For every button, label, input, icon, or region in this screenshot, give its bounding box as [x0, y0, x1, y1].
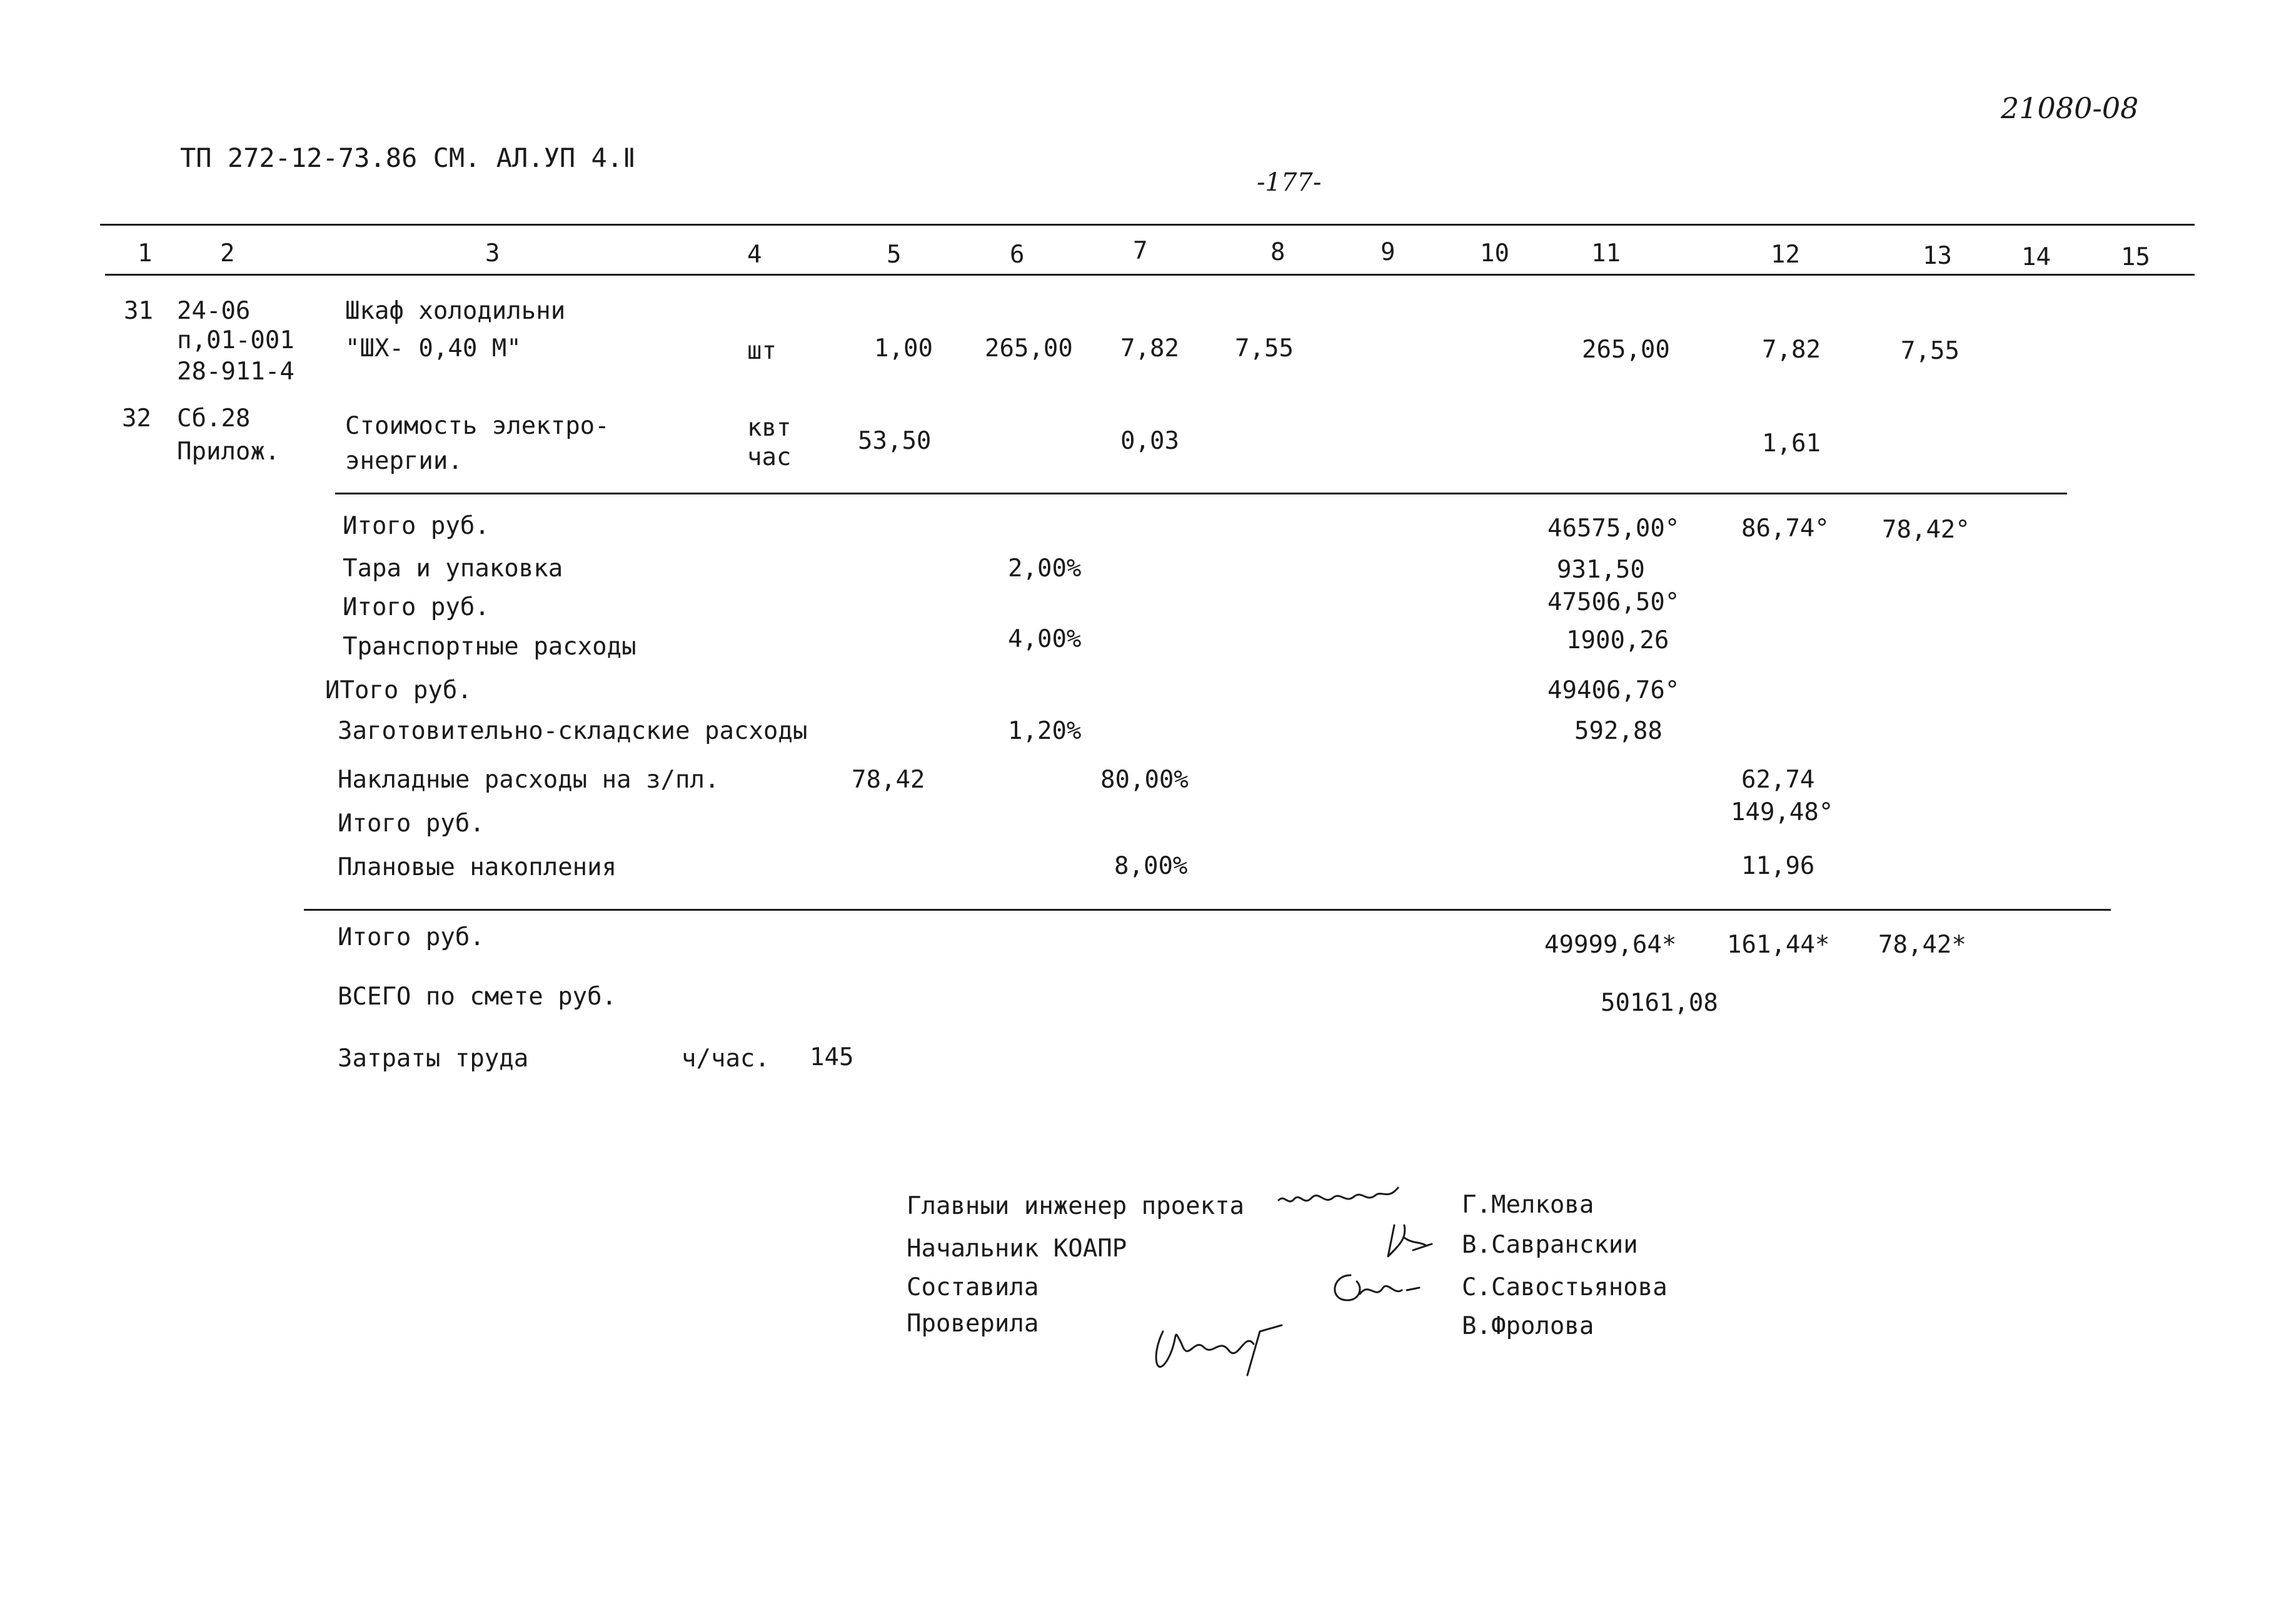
row-number: 32 [122, 404, 151, 433]
col-header-6: 6 [1010, 241, 1025, 269]
col-header-11: 11 [1591, 239, 1621, 268]
totals-col11: 49999,64* [1544, 931, 1677, 959]
handwritten-signature [1275, 1181, 1413, 1219]
totals-col13: 78,42* [1878, 931, 1966, 959]
col-header-8: 8 [1270, 238, 1285, 266]
col-header-9: 9 [1381, 238, 1396, 266]
handwritten-signature [1376, 1219, 1451, 1269]
summary-col11: 931,50 [1557, 556, 1645, 584]
summary-label: Тара и упаковка [343, 554, 563, 583]
totals-label: Итого руб. [338, 923, 485, 951]
row-unit: квт [747, 414, 792, 442]
summary-col6: 2,00% [1008, 554, 1082, 583]
col-header-1: 1 [138, 239, 153, 268]
labor-value: 145 [810, 1043, 854, 1071]
row-name: энергии. [345, 447, 463, 475]
summary-col11: 1900,26 [1566, 626, 1669, 654]
cell-col6: 265,00 [985, 334, 1073, 363]
cell-col8: 7,55 [1235, 334, 1294, 363]
total-rule [304, 909, 2111, 911]
cell-col11: 265,00 [1582, 336, 1670, 364]
row-unit: шт [747, 337, 777, 365]
col-header-7: 7 [1133, 237, 1148, 265]
handwritten-signature [1144, 1313, 1288, 1400]
col-header-10: 10 [1480, 239, 1509, 268]
signature-role: Главныи инженер проекта [907, 1192, 1245, 1220]
header-bottom-rule [105, 274, 2195, 276]
signature-name: В.Савранскии [1462, 1231, 1638, 1259]
col-header-14: 14 [2021, 243, 2051, 271]
row-name: Стоимость электро- [345, 412, 610, 440]
cell-col12: 1,61 [1762, 429, 1821, 458]
cell-col7: 0,03 [1120, 427, 1179, 455]
row-name: "ШХ- 0,40 М" [345, 334, 521, 363]
row-number: 31 [124, 297, 153, 325]
cell-col13: 7,55 [1901, 337, 1959, 365]
document-number: 21080-08 [2001, 91, 2139, 125]
col-header-2: 2 [220, 239, 235, 268]
row-code: 24-06 [177, 297, 251, 325]
summary-col12: 149,48° [1731, 798, 1834, 826]
summary-col11: 47506,50° [1547, 588, 1680, 616]
totals-col12: 161,44* [1727, 931, 1830, 959]
summary-label: Накладные расходы на з/пл. [338, 766, 720, 794]
row-code: Сб.28 [177, 404, 251, 433]
summary-label: Итого руб. [343, 512, 490, 540]
cell-col7: 7,82 [1120, 334, 1179, 363]
summary-col6: 4,00% [1008, 625, 1082, 653]
cell-col5: 1,00 [874, 334, 933, 363]
signature-name: С.Савостьянова [1462, 1273, 1668, 1301]
col-header-3: 3 [485, 239, 500, 268]
header-top-rule [100, 224, 2195, 226]
row-name: Шкаф холодильни [345, 297, 566, 325]
col-header-4: 4 [747, 241, 762, 269]
summary-label: Итого руб. [343, 593, 490, 621]
col-header-12: 12 [1771, 241, 1800, 269]
signature-name: В.Фролова [1462, 1312, 1594, 1340]
summary-col5: 78,42 [852, 766, 925, 794]
labor-label: Затраты труда [338, 1045, 529, 1073]
signature-name: Г.Мелкова [1462, 1191, 1594, 1219]
row-unit: час [747, 443, 792, 471]
summary-col12: 62,74 [1741, 766, 1815, 794]
summary-label: Плановые накопления [338, 853, 617, 881]
signature-role: Начальник КОАПР [907, 1235, 1127, 1263]
row-code: п,01-001 [177, 326, 294, 354]
grand-total-value: 50161,08 [1601, 989, 1718, 1017]
grand-total-label: ВСЕГО по смете руб. [338, 983, 617, 1011]
signature-role: Проверила [907, 1310, 1039, 1338]
summary-col11: 49406,76° [1547, 676, 1680, 704]
summary-col12: 86,74° [1741, 514, 1829, 543]
summary-col11: 592,88 [1574, 717, 1663, 745]
summary-col11: 46575,00° [1547, 514, 1680, 543]
col-header-15: 15 [2121, 243, 2150, 271]
cell-col5: 53,50 [858, 427, 932, 455]
summary-col13: 78,42° [1882, 516, 1970, 544]
cell-col12: 7,82 [1762, 336, 1821, 364]
row-code: 28-911-4 [177, 358, 294, 386]
subtotal-rule [335, 493, 2067, 494]
labor-unit: ч/час. [682, 1045, 770, 1073]
page-number: -177- [1257, 168, 1322, 197]
summary-col12: 11,96 [1741, 852, 1815, 880]
summary-label: Транспортные расходы [343, 633, 636, 661]
document-reference: ТП 272-12-73.86 СМ. АЛ.УП 4.Ⅱ [180, 143, 636, 173]
summary-label: Итого руб. [338, 809, 485, 838]
handwritten-signature [1326, 1263, 1426, 1313]
summary-label: Заготовительно-складские расходы [338, 717, 808, 745]
summary-col7: 80,00% [1100, 766, 1189, 794]
summary-col6: 1,20% [1008, 717, 1082, 745]
signature-role: Составила [907, 1273, 1039, 1301]
summary-col7: 8,00% [1114, 852, 1188, 880]
col-header-5: 5 [887, 241, 902, 269]
row-code: Прилож. [177, 438, 280, 466]
col-header-13: 13 [1923, 242, 1952, 270]
summary-label: ИТого руб. [325, 676, 472, 704]
